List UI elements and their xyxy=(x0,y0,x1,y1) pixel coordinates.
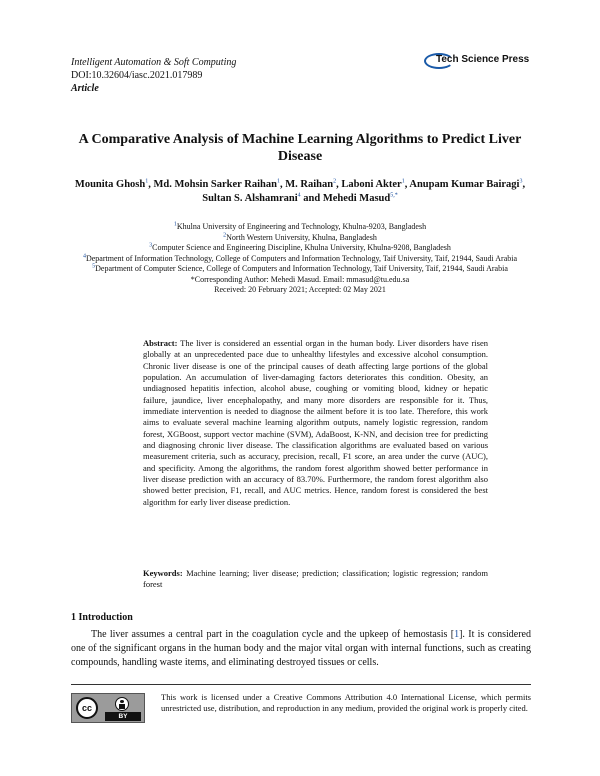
abstract-label: Abstract: xyxy=(143,338,178,348)
author: Laboni Akter$^1$ xyxy=(341,178,405,190)
author: Anupam Kumar Bairagi$^3$ xyxy=(409,178,523,190)
affiliation: $^4$Department of Information Technology, College of Computers and Information Technology, Taif University, Taif, 21944, Saudi Arabia xyxy=(82,252,518,263)
journal-header xyxy=(71,56,236,95)
keywords-label: Keywords: xyxy=(143,568,183,578)
affiliation: $^3$Computer Science and Engineering Discipline, Khulna University, Khulna-9208, Bangladesh xyxy=(149,242,451,252)
affiliation: $^2$North Western University, Khulna, Bangladesh xyxy=(223,231,377,242)
author-list: Mounita Ghosh$^1$, Md. Mohsin Sarker Raihan$^1$, M. Raihan$^2$, Laboni Akter$^1$, Anupam Kumar Bairagi$^3$, Sultan S. Alshamrani$^4$ and Mehedi Masud$^{5,*}$ xyxy=(74,178,526,204)
paper-title: A Comparative Analysis of Machine Learning Algorithms to Predict Liver Disease xyxy=(78,132,522,164)
citation-link[interactable]: 1 xyxy=(454,629,460,640)
cc-mark: cc xyxy=(76,697,98,719)
intro-paragraph: The liver assumes a central part in the coagulation cycle and the upkeep of hemostasis [1]. It is considered one of the significant organs in the human body and the major vital organ with internal functions, such as creating compounds, handling waste items, and eliminating destroyed tissues or cells. xyxy=(71,629,531,668)
affiliation: $^5$Department of Computer Science, College of Computers and Information Technology, Taif University, Taif, 21944, Saudi Arabia xyxy=(92,263,508,273)
author: Mounita Ghosh$^1$ xyxy=(74,178,149,190)
abstract-text: The liver is considered an essential organ in the human body. Liver disorders have risen globally at an unprecedented pace due to unhealthy lifestyles and excessive alcohol consumption. Chronic liver disease is one of the principal causes of death affecting large portions of the global population. An accumulation of liver-damaging factors deteriorates this condition. Obesity, an undiagnosed hepatitis infection, alcohol abuse, coughing or vomiting blood, kidney or hepatic failure, jaundice, liver encephalopathy, and many more disorders are responsible for it. Thus, immediate intervention is needed to diagnose the ailment before it is too late. Therefore, this work aims to evaluate several machine learning algorithm outputs, namely logistic regression, random forest, XGBoost, support vector machine (SVM), AdaBoost, K-NN, and decision tree for predicting and diagnosing chronic liver disease. The classification algorithms are evaluated based on various measurement criteria, such as accuracy, precision, recall, F1 score, an area under the curve (AUC), and specificity. Among the algorithms, the random forest algorithm showed better performance in liver disease prediction with an accuracy of 83.70%. Furthermore, the random forest algorithm also showed better precision, F1, recall, and AUC metrics. Hence, random forest is considered the best algorithm for early liver disease prediction. xyxy=(143,338,488,507)
publisher-logo[interactable] xyxy=(424,53,536,69)
affiliation: $^1$Khulna University of Engineering and Technology, Khulna-9203, Bangladesh xyxy=(173,221,427,231)
author: M. Raihan$^2$ xyxy=(285,178,337,190)
section-heading: 1 Introduction xyxy=(71,612,133,623)
corresponding-author: *Corresponding Author: Mehedi Masud. Email: mmasud@tu.edu.sa xyxy=(190,274,410,284)
publisher-name: Tech Science Press xyxy=(436,54,530,65)
author: Md. Mohsin Sarker Raihan$^1$ xyxy=(153,178,280,190)
affiliations xyxy=(60,222,540,296)
journal-name: Intelligent Automation & Soft Computing xyxy=(71,57,237,68)
attribution-person-icon xyxy=(115,697,129,711)
license-text: This work is licensed under a Creative Commons Attribution 4.0 International License, which permits unrestricted use, distribution, and reproduction in any medium, provided the original work is properly cited. xyxy=(161,692,531,713)
creative-commons-icon[interactable] xyxy=(71,693,145,723)
abstract xyxy=(143,338,488,508)
author: Mehedi Masud$^{5,*}$ xyxy=(322,192,398,204)
keywords-text: Machine learning; liver disease; prediction; classification; logistic regression; random forest xyxy=(143,568,489,590)
by-label: BY xyxy=(105,712,141,721)
doi[interactable]: DOI:10.32604/iasc.2021.017989 xyxy=(71,70,203,81)
keywords xyxy=(143,568,488,591)
article-type: Article xyxy=(71,83,99,94)
received-dates: Received: 20 February 2021; Accepted: 02 May 2021 xyxy=(214,285,386,294)
author: Sultan S. Alshamrani$^4$ xyxy=(202,192,301,204)
footer-divider xyxy=(71,684,531,685)
